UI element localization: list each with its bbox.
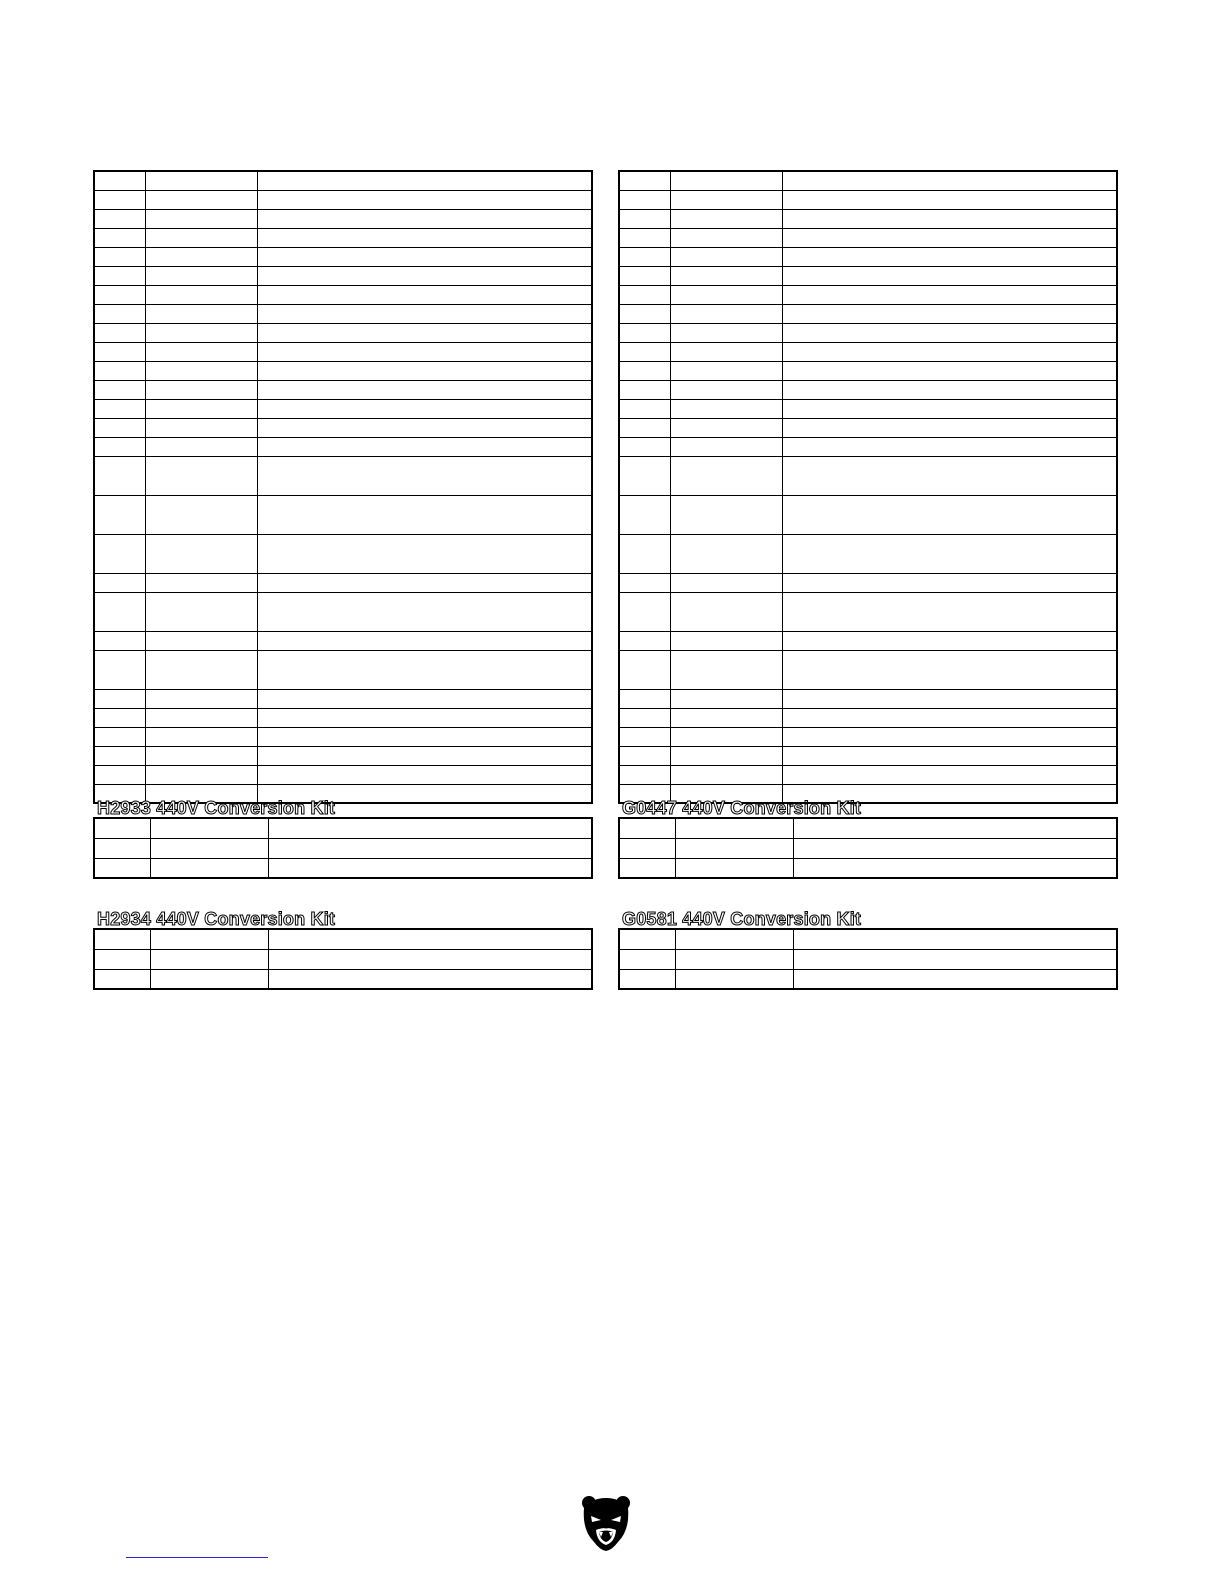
table-row bbox=[619, 858, 1117, 878]
table-cell bbox=[619, 534, 670, 573]
table-cell bbox=[619, 708, 670, 727]
table-cell bbox=[782, 573, 1117, 592]
table-cell bbox=[675, 818, 793, 838]
table-cell bbox=[782, 727, 1117, 746]
table-cell bbox=[145, 190, 257, 209]
table-row bbox=[619, 818, 1117, 838]
table-row bbox=[94, 818, 592, 838]
table-cell bbox=[782, 708, 1117, 727]
table-cell bbox=[670, 418, 782, 437]
table-row bbox=[94, 190, 592, 209]
table-cell bbox=[145, 380, 257, 399]
table-cell bbox=[145, 592, 257, 631]
table-row bbox=[619, 437, 1117, 456]
table-cell bbox=[94, 534, 145, 573]
table-cell bbox=[94, 171, 145, 190]
parts-table-left bbox=[93, 170, 593, 804]
table-cell bbox=[782, 190, 1117, 209]
table-cell bbox=[670, 171, 782, 190]
table-cell bbox=[619, 437, 670, 456]
table-cell bbox=[675, 929, 793, 949]
table-cell bbox=[670, 190, 782, 209]
table-row bbox=[94, 323, 592, 342]
table-cell bbox=[94, 858, 150, 878]
table-cell bbox=[670, 650, 782, 689]
table-cell bbox=[257, 765, 592, 784]
table-cell bbox=[145, 437, 257, 456]
table-row bbox=[94, 456, 592, 495]
table-cell bbox=[670, 765, 782, 784]
table-row bbox=[619, 746, 1117, 765]
table-cell bbox=[145, 456, 257, 495]
table-cell bbox=[257, 708, 592, 727]
table-cell bbox=[782, 418, 1117, 437]
table-cell bbox=[782, 650, 1117, 689]
table-row bbox=[94, 285, 592, 304]
kit-table-g0581 bbox=[618, 928, 1118, 990]
table-cell bbox=[268, 838, 592, 858]
table-cell bbox=[670, 746, 782, 765]
table-cell bbox=[670, 304, 782, 323]
table-cell bbox=[145, 399, 257, 418]
table-cell bbox=[619, 592, 670, 631]
table-cell bbox=[675, 949, 793, 969]
table-cell bbox=[94, 818, 150, 838]
table-cell bbox=[94, 361, 145, 380]
table-cell bbox=[145, 708, 257, 727]
table-cell bbox=[150, 858, 268, 878]
table-cell bbox=[619, 746, 670, 765]
table-row bbox=[619, 361, 1117, 380]
table-cell bbox=[257, 437, 592, 456]
table-row bbox=[619, 285, 1117, 304]
table-cell bbox=[94, 650, 145, 689]
table-cell bbox=[94, 969, 150, 989]
table-row bbox=[619, 209, 1117, 228]
table-row bbox=[619, 495, 1117, 534]
table-cell bbox=[268, 929, 592, 949]
table-cell bbox=[94, 228, 145, 247]
table-cell bbox=[619, 209, 670, 228]
table-cell bbox=[257, 342, 592, 361]
table-cell bbox=[94, 380, 145, 399]
table-cell bbox=[670, 437, 782, 456]
table-cell bbox=[268, 949, 592, 969]
table-cell bbox=[619, 247, 670, 266]
table-row bbox=[94, 949, 592, 969]
table-row bbox=[619, 418, 1117, 437]
table-cell bbox=[94, 456, 145, 495]
table-cell bbox=[257, 650, 592, 689]
table-cell bbox=[670, 495, 782, 534]
table-cell bbox=[145, 228, 257, 247]
table-cell bbox=[145, 247, 257, 266]
table-cell bbox=[94, 631, 145, 650]
table-cell bbox=[782, 323, 1117, 342]
table-row bbox=[619, 969, 1117, 989]
table-cell bbox=[94, 765, 145, 784]
table-row bbox=[619, 323, 1117, 342]
table-cell bbox=[257, 418, 592, 437]
table-cell bbox=[94, 418, 145, 437]
table-cell bbox=[94, 838, 150, 858]
table-cell bbox=[257, 631, 592, 650]
table-cell bbox=[150, 929, 268, 949]
table-cell bbox=[670, 342, 782, 361]
table-row bbox=[94, 495, 592, 534]
table-cell bbox=[782, 266, 1117, 285]
table-cell bbox=[619, 969, 675, 989]
table-cell bbox=[675, 838, 793, 858]
table-row bbox=[94, 266, 592, 285]
table-cell bbox=[793, 949, 1117, 969]
table-row bbox=[619, 380, 1117, 399]
table-cell bbox=[619, 858, 675, 878]
table-row bbox=[619, 456, 1117, 495]
table-cell bbox=[619, 342, 670, 361]
table-cell bbox=[782, 456, 1117, 495]
table-cell bbox=[257, 456, 592, 495]
parts-table-left-body bbox=[94, 171, 592, 803]
table-row bbox=[94, 380, 592, 399]
table-cell bbox=[670, 727, 782, 746]
table-cell bbox=[268, 818, 592, 838]
table-cell bbox=[145, 495, 257, 534]
table-row bbox=[619, 534, 1117, 573]
table-cell bbox=[94, 573, 145, 592]
table-cell bbox=[675, 969, 793, 989]
table-cell bbox=[782, 746, 1117, 765]
table-row bbox=[94, 727, 592, 746]
table-cell bbox=[94, 323, 145, 342]
table-row bbox=[94, 171, 592, 190]
table-cell bbox=[145, 534, 257, 573]
table-cell bbox=[782, 304, 1117, 323]
table-row bbox=[94, 969, 592, 989]
table-cell bbox=[619, 285, 670, 304]
table-row bbox=[619, 592, 1117, 631]
table-cell bbox=[268, 969, 592, 989]
table-row bbox=[94, 858, 592, 878]
parts-table-right-body bbox=[619, 171, 1117, 803]
table-cell bbox=[782, 361, 1117, 380]
table-cell bbox=[257, 171, 592, 190]
table-cell bbox=[257, 190, 592, 209]
table-cell bbox=[793, 929, 1117, 949]
table-cell bbox=[94, 727, 145, 746]
table-cell bbox=[619, 838, 675, 858]
table-cell bbox=[145, 304, 257, 323]
table-cell bbox=[94, 247, 145, 266]
table-cell bbox=[150, 969, 268, 989]
table-cell bbox=[670, 399, 782, 418]
table-row bbox=[619, 228, 1117, 247]
table-cell bbox=[670, 456, 782, 495]
table-cell bbox=[145, 765, 257, 784]
table-cell bbox=[619, 323, 670, 342]
table-row bbox=[94, 592, 592, 631]
table-row bbox=[94, 304, 592, 323]
table-cell bbox=[94, 592, 145, 631]
table-cell bbox=[145, 285, 257, 304]
table-cell bbox=[619, 171, 670, 190]
table-cell bbox=[793, 858, 1117, 878]
table-cell bbox=[782, 534, 1117, 573]
table-row bbox=[94, 746, 592, 765]
table-row bbox=[94, 361, 592, 380]
table-cell bbox=[145, 727, 257, 746]
table-row bbox=[619, 247, 1117, 266]
kit-title-h2934: H2934 440V Conversion Kit bbox=[97, 909, 336, 929]
table-cell bbox=[145, 171, 257, 190]
table-cell bbox=[793, 818, 1117, 838]
table-cell bbox=[782, 631, 1117, 650]
parts-table-right bbox=[618, 170, 1118, 804]
table-cell bbox=[670, 689, 782, 708]
table-cell bbox=[257, 228, 592, 247]
table-cell bbox=[257, 534, 592, 573]
table-cell bbox=[782, 342, 1117, 361]
table-cell bbox=[257, 380, 592, 399]
table-cell bbox=[150, 838, 268, 858]
table-cell bbox=[94, 746, 145, 765]
table-cell bbox=[145, 631, 257, 650]
table-cell bbox=[670, 534, 782, 573]
table-cell bbox=[145, 209, 257, 228]
table-row bbox=[619, 838, 1117, 858]
table-cell bbox=[619, 380, 670, 399]
table-row bbox=[94, 247, 592, 266]
table-cell bbox=[619, 949, 675, 969]
table-cell bbox=[619, 495, 670, 534]
table-cell bbox=[257, 361, 592, 380]
table-cell bbox=[257, 727, 592, 746]
table-cell bbox=[782, 399, 1117, 418]
table-cell bbox=[782, 380, 1117, 399]
kit-table-h2933 bbox=[93, 817, 593, 879]
table-cell bbox=[670, 573, 782, 592]
table-cell bbox=[619, 929, 675, 949]
table-cell bbox=[257, 323, 592, 342]
table-row bbox=[94, 838, 592, 858]
table-row bbox=[619, 190, 1117, 209]
table-cell bbox=[619, 228, 670, 247]
table-cell bbox=[150, 949, 268, 969]
table-cell bbox=[94, 495, 145, 534]
table-cell bbox=[145, 418, 257, 437]
table-cell bbox=[257, 247, 592, 266]
table-cell bbox=[257, 304, 592, 323]
table-row bbox=[94, 765, 592, 784]
table-row bbox=[94, 708, 592, 727]
table-cell bbox=[94, 342, 145, 361]
table-cell bbox=[257, 209, 592, 228]
table-cell bbox=[268, 858, 592, 878]
table-cell bbox=[619, 418, 670, 437]
table-cell bbox=[145, 323, 257, 342]
table-cell bbox=[670, 323, 782, 342]
table-cell bbox=[670, 708, 782, 727]
kit-title-g0447: G0447 440V Conversion Kit bbox=[622, 798, 862, 818]
table-cell bbox=[619, 650, 670, 689]
table-cell bbox=[670, 228, 782, 247]
table-cell bbox=[94, 266, 145, 285]
table-row bbox=[94, 650, 592, 689]
table-row bbox=[619, 708, 1117, 727]
table-cell bbox=[670, 285, 782, 304]
table-cell bbox=[257, 689, 592, 708]
table-cell bbox=[793, 969, 1117, 989]
table-cell bbox=[257, 399, 592, 418]
table-cell bbox=[94, 689, 145, 708]
table-row bbox=[619, 727, 1117, 746]
table-cell bbox=[619, 631, 670, 650]
table-cell bbox=[619, 456, 670, 495]
table-row bbox=[619, 304, 1117, 323]
table-cell bbox=[619, 304, 670, 323]
table-cell bbox=[670, 361, 782, 380]
table-cell bbox=[670, 380, 782, 399]
table-cell bbox=[619, 399, 670, 418]
table-cell bbox=[94, 437, 145, 456]
table-cell bbox=[94, 929, 150, 949]
table-cell bbox=[94, 190, 145, 209]
table-cell bbox=[782, 495, 1117, 534]
table-cell bbox=[782, 592, 1117, 631]
table-cell bbox=[670, 266, 782, 285]
table-cell bbox=[619, 727, 670, 746]
table-row bbox=[94, 929, 592, 949]
table-cell bbox=[782, 228, 1117, 247]
table-cell bbox=[782, 285, 1117, 304]
table-row bbox=[94, 534, 592, 573]
table-cell bbox=[145, 573, 257, 592]
table-cell bbox=[619, 573, 670, 592]
table-row bbox=[94, 209, 592, 228]
table-row bbox=[619, 949, 1117, 969]
table-cell bbox=[619, 190, 670, 209]
table-cell bbox=[145, 342, 257, 361]
table-cell bbox=[782, 209, 1117, 228]
table-cell bbox=[670, 592, 782, 631]
table-row bbox=[94, 573, 592, 592]
table-cell bbox=[145, 689, 257, 708]
table-cell bbox=[94, 209, 145, 228]
kit-table-h2934 bbox=[93, 928, 593, 990]
kit-table-g0447 bbox=[618, 817, 1118, 879]
table-row bbox=[619, 765, 1117, 784]
table-cell bbox=[257, 285, 592, 304]
table-cell bbox=[94, 708, 145, 727]
table-row bbox=[94, 399, 592, 418]
table-row bbox=[619, 650, 1117, 689]
table-cell bbox=[782, 689, 1117, 708]
table-row bbox=[94, 228, 592, 247]
table-cell bbox=[257, 266, 592, 285]
table-cell bbox=[670, 209, 782, 228]
table-row bbox=[619, 573, 1117, 592]
table-cell bbox=[782, 765, 1117, 784]
table-cell bbox=[145, 650, 257, 689]
table-cell bbox=[619, 361, 670, 380]
table-row bbox=[619, 342, 1117, 361]
table-cell bbox=[670, 247, 782, 266]
table-cell bbox=[94, 949, 150, 969]
table-row bbox=[94, 342, 592, 361]
table-cell bbox=[257, 573, 592, 592]
table-cell bbox=[145, 266, 257, 285]
table-row bbox=[619, 631, 1117, 650]
table-cell bbox=[257, 495, 592, 534]
table-cell bbox=[619, 266, 670, 285]
kit-title-h2933: H2933 440V Conversion Kit bbox=[97, 798, 336, 818]
bear-head-icon bbox=[580, 1494, 632, 1552]
table-cell bbox=[793, 838, 1117, 858]
table-row bbox=[619, 399, 1117, 418]
table-cell bbox=[619, 765, 670, 784]
table-row bbox=[619, 266, 1117, 285]
table-cell bbox=[619, 689, 670, 708]
table-cell bbox=[670, 631, 782, 650]
table-cell bbox=[145, 746, 257, 765]
table-row bbox=[619, 689, 1117, 708]
table-row bbox=[619, 171, 1117, 190]
table-cell bbox=[94, 399, 145, 418]
table-cell bbox=[257, 746, 592, 765]
table-row bbox=[619, 929, 1117, 949]
table-row bbox=[94, 437, 592, 456]
table-row bbox=[94, 631, 592, 650]
table-cell bbox=[782, 247, 1117, 266]
table-row bbox=[94, 689, 592, 708]
table-row bbox=[94, 418, 592, 437]
table-cell bbox=[619, 818, 675, 838]
table-cell bbox=[782, 437, 1117, 456]
kit-title-g0581: G0581 440V Conversion Kit bbox=[622, 909, 862, 929]
table-cell bbox=[94, 285, 145, 304]
table-cell bbox=[150, 818, 268, 838]
table-cell bbox=[257, 592, 592, 631]
table-cell bbox=[782, 171, 1117, 190]
table-cell bbox=[94, 304, 145, 323]
footer-link-underline bbox=[126, 1557, 268, 1558]
table-cell bbox=[675, 858, 793, 878]
table-cell bbox=[145, 361, 257, 380]
